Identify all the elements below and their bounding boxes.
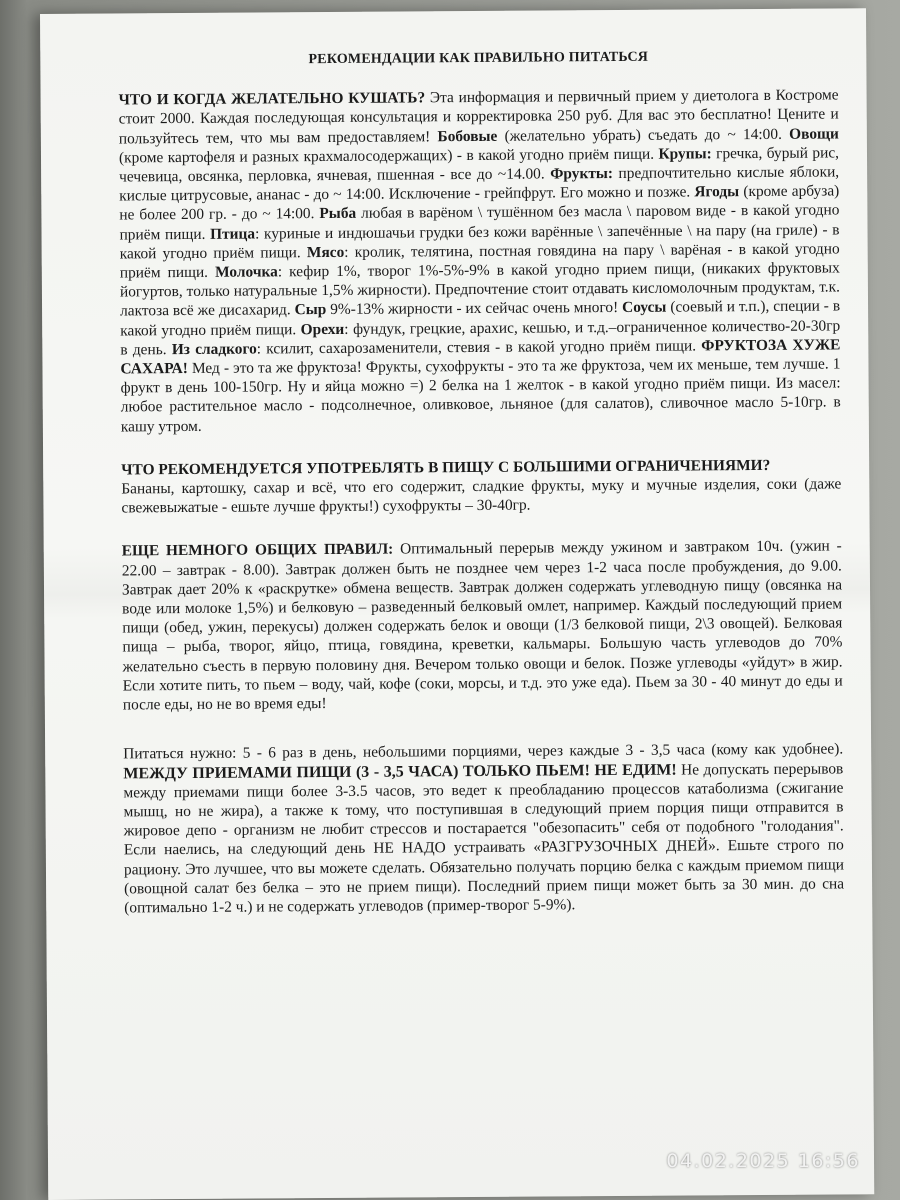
section-heading: ЕЩЕ НЕМНОГО ОБЩИХ ПРАВИЛ: [121,541,394,560]
section-text: Не допускать перерывов между приемами пищи более 3-3.5 часов, это ведет к преобладанию процессов катаболизма (сжигание мышц, но не жира), а также к тому, что поступившая в следующий прием порция пищи отправится в жировое депо - организм не любит стрессов и постарается "обезопасить" себя от подобного "голодания". Если наелись, на следующий день НЕ НАДО устраивать «РАЗГРУЗОЧНЫХ ДНЕЙ». Ешьте строго по рациону. Это лучшее, что вы можете сделать. Обязательно получать порцию белка с каждым приемом пищи (овощной салат без белка – это не прием пищи). Последний прием пищи может быть за 30 мин. до сна (оптимально 1-2 ч.) и не содержать углеводов (пример-творог 5-9%). [123,759,845,917]
section-text: Оптимальный перерыв между ужином и завтраком 10ч. (ужин - 22.00 – завтрак - 8.00). Завтрак должен быть не позднее чем через 1-2 часа после пробуждения, до 9.00. Завтрак дает 20% к «раскрутке» обмена веществ. Завтрак должен содержать углеводную пищу (овсянка на воде или молоке 1,5%) и белковую – разведенный белковый омлет, например. Каждый последующий прием пищи (обед, ужин, перекусы) должен содержать белок и овощи (1/3 белковой пищи, 2\3 овощей). Белковая пища – рыба, творог, яйцо, птица, говядина, креветки, кальмары. Большую часть углеводов до 70% желательно съесть в первую половину дня. Вечером только овощи и белок. Позже углеводы «уйдут» в жир. Если хотите пить, то пьем – воду, чай, кофе (соки, морсы, и т.д. это уже еда). Пьем за 30 - 40 минут до еды и после еды, но не во время еды! [121,537,843,714]
section-text: (кроме арбуза) не более 200 гр. - до ~ 14:00. [119,182,840,224]
keyword: Сыр [294,301,327,319]
paper-sheet [40,8,874,1200]
section-general-rules [122,537,843,715]
keyword: Орехи [300,320,345,338]
keyword: Ягоды [694,183,740,201]
keyword: Рыба [319,205,357,223]
keyword: Соусы [622,299,667,317]
document-body [118,46,844,917]
keyword: Крупы: [658,145,712,163]
section-text: (желательно убрать) съедать до ~ 14:00. [497,125,790,145]
section-meal-frequency [123,740,844,918]
section-text: Бананы, картошку, сахар и всё, что его содержит, сладкие фрукты, муку и мучные изделия, соки (даже свежевыжатые - ешьте лучше фрукты!) сухофрукты – 30-40гр. [121,475,842,517]
keyword: Фрукты: [550,165,614,183]
section-text: : ксилит, сахарозаменители, стевия - в какой угодно приём пищи. [256,337,702,358]
keyword: Мясо [306,243,345,261]
section-text: (соевый и т.п.), специи - в какой угодно приём пищи. [120,297,841,340]
section-text: (кроме картофеля и разных крахмалосодержащих) - в какой угодно приём пищи. [118,145,659,167]
section-text: любая в варёном \ тушённом без масла \ паровом виде - в какой угодно приём пищи. [119,201,840,244]
keyword: ФРУКТОЗА ХУЖЕ САХАРА! [120,336,841,378]
keyword: МЕЖДУ ПРИЕМАМИ ПИЩИ (3 - 3,5 ЧАСА) ТОЛЬКО ПЬЕМ! НЕ ЕДИМ! [123,761,677,782]
section-text: : фундук, грецкие, арахис, кешью, и т.д.–ограниченное количество-20-30гр в день. [120,317,841,359]
photo-timestamp: 04.02.2025 16:56 [666,1150,860,1172]
section-what-when-to-eat [119,86,841,437]
section-text: 9%-13% жирности - их сейчас очень много! [326,299,623,319]
section-text: предпочтительно кислые яблоки, кислые цитрусовые, ананас - до ~ 14:00. Исключение - грейпфрут. Его можно и позже. [119,163,840,205]
keyword: Молочка [214,263,278,281]
keyword: Птица [210,225,256,243]
section-text: : кефир 1%, творог 1%-5%-9% в какой угодно прием пищи, (никаких фруктовых йогуртов, только натуральные 1,5% жирности). Предпочтение стоит отдавать кисломолочным продуктам, т.к. лактоза всё же дисахарид. [119,259,840,320]
section-text: : куриные и индюшачьи грудки без кожи варённые \ запечённые \ на пару (на гриле) - в какой угодно приём пищи. [119,221,840,263]
section-restrictions [121,455,841,518]
section-text: Питаться нужно: 5 - 6 раз в день, небольшими порциями, через каждые 3 - 3,5 часа (кому как удобнее). [123,740,844,763]
keyword: Овощи [789,125,839,143]
document-title: РЕКОМЕНДАЦИИ КАК ПРАВИЛЬНО ПИТАТЬСЯ [308,49,649,68]
keyword: Из сладкого [171,340,257,358]
section-text: Мед - это та же фруктоза! Фрукты, сухофрукты - это та же фруктоза, чем их меньше, тем лучше. 1 фрукт в день 100-150гр. Ну и яйца можно =) 2 белка на 1 желток - в какой угодно приём пищи. Из масел: любое растительное масло - подсолнечное, оливковое, льняное (для салатов), сливочное масло 5-10гр. в кашу утром. [120,355,841,436]
keyword: Бобовые [437,127,498,145]
section-heading: ЧТО РЕКОМЕНДУЕТСЯ УПОТРЕБЛЯТЬ В ПИЩУ С БОЛЬШИМИ ОГРАНИЧЕНИЯМИ? [121,456,771,479]
section-text: : кролик, телятина, постная говядина на пару \ варёная - в какой угодно приём пищи. [119,240,840,282]
section-heading: ЧТО И КОГДА ЖЕЛАТЕЛЬНО КУШАТЬ? [118,89,426,109]
section-text: Эта информация и первичный прием у диетолога в Костроме стоит 2000. Каждая последующая консультация и корректировка 250 руб. Для вас это бесплатно! Цените и пользуйтесь тем, что мы вам предоставляем! [118,86,839,148]
section-text: гречка, бурый рис, чечевица, овсянка, перловка, ячневая, пшенная - все до ~14.00. [119,144,840,186]
